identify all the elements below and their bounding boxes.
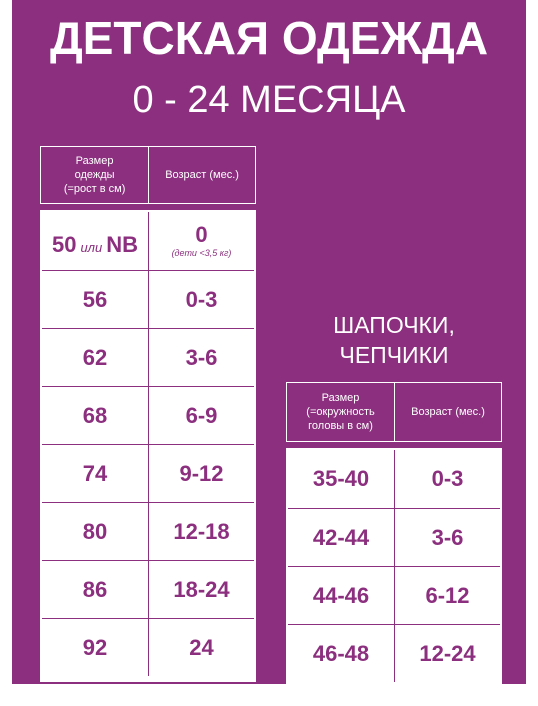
clothes-table-header [40,146,256,204]
age-cell: 12-24 [394,625,500,682]
table-row [42,386,254,444]
table-row [288,624,500,682]
size-cell [42,212,148,270]
table-row [42,212,254,270]
hats-table-header [286,382,502,442]
clothes-table [40,210,256,682]
size-cell: 92 [82,634,108,660]
table-row [42,270,254,328]
size-cell: 42-44 [312,524,370,550]
hats-title [288,310,500,370]
hats-header-age: Возраст (мес.) [394,383,501,441]
clothes-header-size: Размер одежды (=рост в см) [63,155,126,195]
age-cell: 12-18 [148,503,254,560]
hats-title-line1: ШАПОЧКИ, [333,312,455,338]
age-cell: 3-6 [394,509,500,566]
hats-title-line2: ЧЕПЧИКИ [339,342,449,368]
size-cell: 35-40 [312,466,370,491]
size-or: или [80,240,103,255]
hats-table [286,448,502,684]
size-cell: 46-48 [312,640,370,666]
size-cell: 68 [82,402,108,428]
table-row [42,560,254,618]
age-value: 0 [195,222,208,247]
size-cell: 56 [82,286,108,312]
age-cell: 6-9 [148,387,254,444]
age-cell: 24 [148,619,254,676]
page-subtitle: 0 - 24 МЕСЯЦА [132,79,406,121]
age-cell: 3-6 [148,329,254,386]
size-cell: 62 [82,344,108,370]
size-main: 50 [51,232,77,257]
age-cell: 6-12 [394,567,500,624]
table-row [42,328,254,386]
page-title: ДЕТСКАЯ ОДЕЖДА [49,12,489,64]
hats-header-size: Размер (=окружность головы в см) [306,392,375,432]
age-note: (дети <3,5 кг) [171,248,232,258]
table-row [42,502,254,560]
size-cell: 80 [82,518,108,544]
table-row [42,444,254,502]
size-cell: 86 [82,576,108,602]
age-cell: 0-3 [148,271,254,328]
age-cell [148,212,254,270]
size-nb: NB [106,232,139,257]
size-cell: 74 [82,460,108,486]
table-row [288,566,500,624]
clothes-header-age: Возраст (мес.) [148,147,255,203]
age-cell: 9-12 [148,445,254,502]
size-cell: 44-46 [312,582,370,608]
table-row [288,450,500,508]
table-row [42,618,254,676]
age-cell: 18-24 [148,561,254,618]
age-cell: 0-3 [394,450,500,508]
table-row [288,508,500,566]
